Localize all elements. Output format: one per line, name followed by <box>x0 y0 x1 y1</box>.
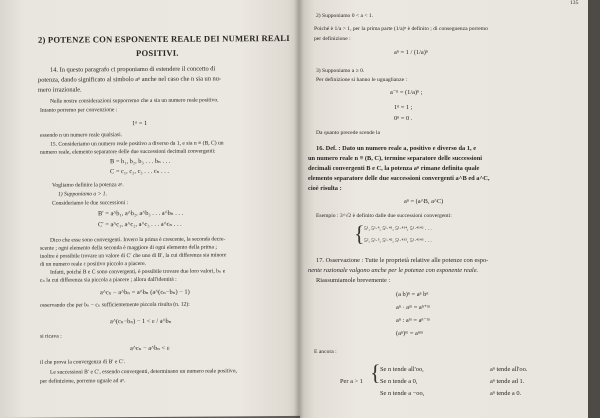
brace: { <box>354 221 365 246</box>
text-line: potenza, dando significato al simbolo aⁿ anche nel caso che n sia un nu- <box>38 75 222 84</box>
sequence: 5¹, 5¹·⁴, 5¹·⁴¹, 5¹·⁴¹⁴, 5¹·⁴¹⁴² . . . <box>364 226 432 232</box>
section-heading-cont: POSITIVI. <box>136 47 179 59</box>
text-line: Intanto porremo per convenzione : <box>40 107 118 114</box>
text-line: Da quanto precede scende la <box>316 130 380 136</box>
formula: aⁿ : aᵐ = aⁿ⁻ᵐ <box>396 317 430 324</box>
limit-result: aⁿ tende all'oo. <box>490 366 528 373</box>
formula: aⁿ = (a^B, a^C) <box>404 198 444 205</box>
formula: (a b)ⁿ = aⁿ bⁿ <box>396 291 429 298</box>
text-line: Vogliamo definire la potenza aⁿ. <box>52 182 124 189</box>
formula: (aⁿ)ᵐ = aⁿᵐ <box>396 330 424 337</box>
formula: a⁻ⁿ = (1/a)ⁿ ; <box>390 89 423 96</box>
formula: a^(cₙ−bₙ) − 1 < ε / a^bₙ <box>110 317 172 326</box>
observation-line: nente razionale valgono anche per le potenze con esponente reale. <box>308 267 479 274</box>
formula: a^cₙ − a^bₙ = a^bₙ (a^(cₙ−bₙ) − 1) <box>100 288 190 297</box>
text-line: numero reale, elemento separatore delle due successioni decimali convergenti: <box>40 148 216 156</box>
condition-label: Per a > 1 <box>340 378 363 385</box>
definition-line: elemento separatore delle due successioni convergenti a^B ed a^C, <box>308 175 490 182</box>
text-line: Poiché è 1/a > 1, per la prima parte (1/a)ⁿ è definito ; di conseguenza porremo <box>314 26 488 32</box>
text-line: mero irrazionale. <box>38 86 82 94</box>
text-line: Esempio : 3^√2 è definito dalle due successioni convergenti: <box>316 213 452 219</box>
formula: aⁿ = 1 / (1/a)ⁿ <box>394 49 428 56</box>
text-line: Infatti, poiché B e C sono convergenti, è possibile trovare due loro valori, bₙ e <box>50 268 226 276</box>
formula: 0ⁿ = 0 . <box>394 115 413 122</box>
text-line: il che prova la convergenza di B′ e C′. <box>40 359 126 366</box>
section-heading: 2) POTENZE CON ESPONENTE REALE DEI NUMERI REALI <box>38 32 290 45</box>
text-line: Le successioni B′ e C′, essendo convergenti, determinano un numero reale positivo, <box>50 368 237 376</box>
text-line: per definizione, porremo uguale ad aⁿ. <box>40 378 126 385</box>
observation-line: 17. Osservazione : Tutte le proprietà relative alle potenze con espo- <box>316 257 489 264</box>
limit-condition: Se n tende a 0, <box>380 378 418 385</box>
text-line: si ricava : <box>40 333 62 340</box>
brace: { <box>370 360 381 385</box>
definition-line: decimali convergenti B e C, la potenza aⁿ rimane definita quale <box>308 165 480 172</box>
right-page <box>300 0 590 418</box>
formula: C = c₁, c₂, c₃ . . . cₙ . . . <box>110 167 170 176</box>
formula: C′ = a^c₁, a^c₂, a^c₃ . . . a^cₙ . . . <box>98 220 182 229</box>
formula: B = b₁, b₂, b₃ . . . bₙ . . . <box>110 157 171 166</box>
text-line: osservando che per bₙ − cₙ sufficientemente piccola risulta (n. 12): <box>40 301 190 309</box>
limit-result: aⁿ tende a 0. <box>490 390 522 397</box>
text-line: essendo n un numero reale qualsiasi. <box>40 132 123 139</box>
text-line: 1) Supponiamo a > 1. <box>58 191 107 198</box>
definition-line: un numero reale n ≡ (B, C), termine separatore delle successioni <box>308 155 483 162</box>
text-line: 2) Supponiamo 0 < a < 1. <box>316 13 374 19</box>
text-line: 15. Consideriamo un numero reale positivo a diverso da 1, e sia n ≡ (B, C) un <box>50 140 224 148</box>
definition-line: cioè risulta : <box>308 185 342 192</box>
text-line: Nelle nostre considerazioni supporremo che a sia un numero reale positivo. <box>50 97 219 105</box>
text-line: inoltre è possibile trovare un valore di C′ che uno di B′, la cui differenza sia minore <box>40 252 227 260</box>
formula: aⁿ · aᵐ = aⁿ⁺ᵐ <box>396 304 431 311</box>
page-edge <box>588 0 600 418</box>
text-line: Dico che esse sono convergenti. Invero la prima è crescente, la seconda decre- <box>50 236 226 244</box>
text-line: E ancora : <box>314 349 337 355</box>
text-line: 3) Supponiamo a ≥ 0. <box>316 68 365 74</box>
text-line: scente ; ogni elemento della seconda è maggiore di ogni elemento della prima ; <box>40 244 217 252</box>
text-line: 14. In questo paragrafo ci proponiamo di estendere il concetto di <box>50 65 216 74</box>
page-number: 135 <box>570 0 579 6</box>
formula: a^cₙ − a^bₙ < ε <box>130 344 170 353</box>
text-line: di un numero reale ε positivo piccolo a piacere. <box>40 260 146 268</box>
limit-condition: Se n tende all'oo, <box>380 366 424 373</box>
formula: 1ⁿ = 1 <box>132 119 148 128</box>
book-spine-shadow <box>294 0 304 418</box>
text-line: per definizione : <box>314 36 351 42</box>
formula: B′ = a^b₁, a^b₂, a^b₃ . . . a^bₙ . . . <box>98 209 184 218</box>
observation-line: Riassumiamole brevemente : <box>316 277 391 284</box>
limit-result: aⁿ tende ad 1. <box>490 378 525 385</box>
text-line: Consideriamo le due successioni : <box>52 200 129 207</box>
text-line: cₙ la cui differenza sia piccola a piacere ; allora dall'identità : <box>40 276 177 284</box>
text-line: Per definizione si hanno le uguaglianze : <box>316 77 408 83</box>
limit-condition: Se n tende a −oo, <box>380 390 425 397</box>
formula: 1ⁿ = 1 ; <box>394 104 413 111</box>
definition-line: 16. Def. : Dato un numero reale a, positivo e diverso da 1, e <box>316 145 477 152</box>
sequence: 5², 5¹·⁵, 5¹·⁴², 5¹·⁴¹⁵, 5¹·⁴¹⁴³ . . . <box>364 238 432 244</box>
